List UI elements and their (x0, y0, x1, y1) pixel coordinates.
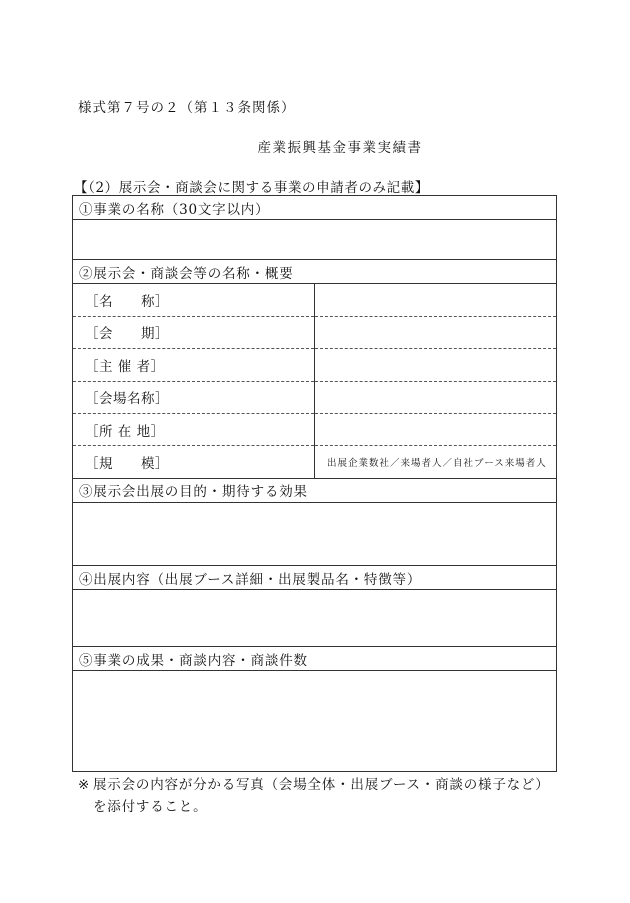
note-mark: ※ (78, 777, 91, 793)
section-3-header (73, 478, 557, 502)
section-5-header (73, 647, 557, 671)
exhibit-purpose-field[interactable] (73, 503, 557, 566)
event-name-label: ［名 称］ (73, 284, 315, 316)
venue-address-label: ［所 在 地］ (73, 413, 315, 445)
section-1-label: ①事業の名称（30文字以内） (73, 196, 557, 220)
event-period-field[interactable] (315, 316, 557, 348)
applicant-instruction: 【（2）展示会・商談会に関する事業の申請者のみ記載】 (74, 180, 429, 196)
project-name-field[interactable] (73, 220, 557, 260)
companies-unit: 社／来場者 (379, 458, 433, 470)
exhibitors-label: 出展企業数 (327, 458, 380, 470)
section-4-body (73, 590, 557, 647)
scale-line (327, 455, 556, 469)
event-scale-field[interactable] (315, 446, 557, 478)
section-1-body (73, 220, 557, 260)
venue-address-row (73, 413, 557, 445)
section-1-header (73, 196, 557, 220)
photo-attachment-note (78, 774, 558, 818)
results-field[interactable] (73, 671, 557, 772)
visitors-unit: 人／自社ブース来場者 (432, 458, 537, 470)
booth-visitors-unit: 人 (536, 458, 547, 470)
section-2-header (73, 259, 557, 283)
section-3-label: ③展示会出展の目的・期待する効果 (73, 478, 557, 502)
venue-address-field[interactable] (315, 413, 557, 445)
exhibit-content-field[interactable] (73, 590, 557, 647)
event-period-label: ［会 期］ (73, 316, 315, 348)
section-5-body (73, 671, 557, 772)
event-name-field[interactable] (315, 284, 557, 316)
section-4-header (73, 566, 557, 590)
document-title: 産業振興基金事業実績書 (257, 140, 423, 156)
venue-name-label: ［会場名称］ (73, 381, 315, 413)
event-organizer-label: ［主 催 者］ (73, 349, 315, 381)
event-period-row (73, 316, 557, 348)
section-2-label: ②展示会・商談会等の名称・概要 (73, 259, 557, 283)
section-4-label: ④出展内容（出展ブース詳細・出展製品名・特徴等） (73, 566, 557, 590)
event-scale-label: ［規 模］ (73, 446, 315, 478)
event-organizer-row (73, 349, 557, 381)
venue-name-field[interactable] (315, 381, 557, 413)
event-scale-row (73, 446, 557, 478)
form-number-label: 様式第７号の２（第１３条関係） (78, 100, 296, 116)
event-name-row (73, 284, 557, 316)
section-5-label: ⑤事業の成果・商談内容・商談件数 (73, 647, 557, 671)
section-3-body (73, 503, 557, 566)
venue-name-row (73, 381, 557, 413)
event-organizer-field[interactable] (315, 349, 557, 381)
report-form-table (72, 195, 557, 772)
note-text: 展示会の内容が分かる写真（会場全体・出展ブース・商談の様子など）を添付すること。 (93, 777, 550, 815)
